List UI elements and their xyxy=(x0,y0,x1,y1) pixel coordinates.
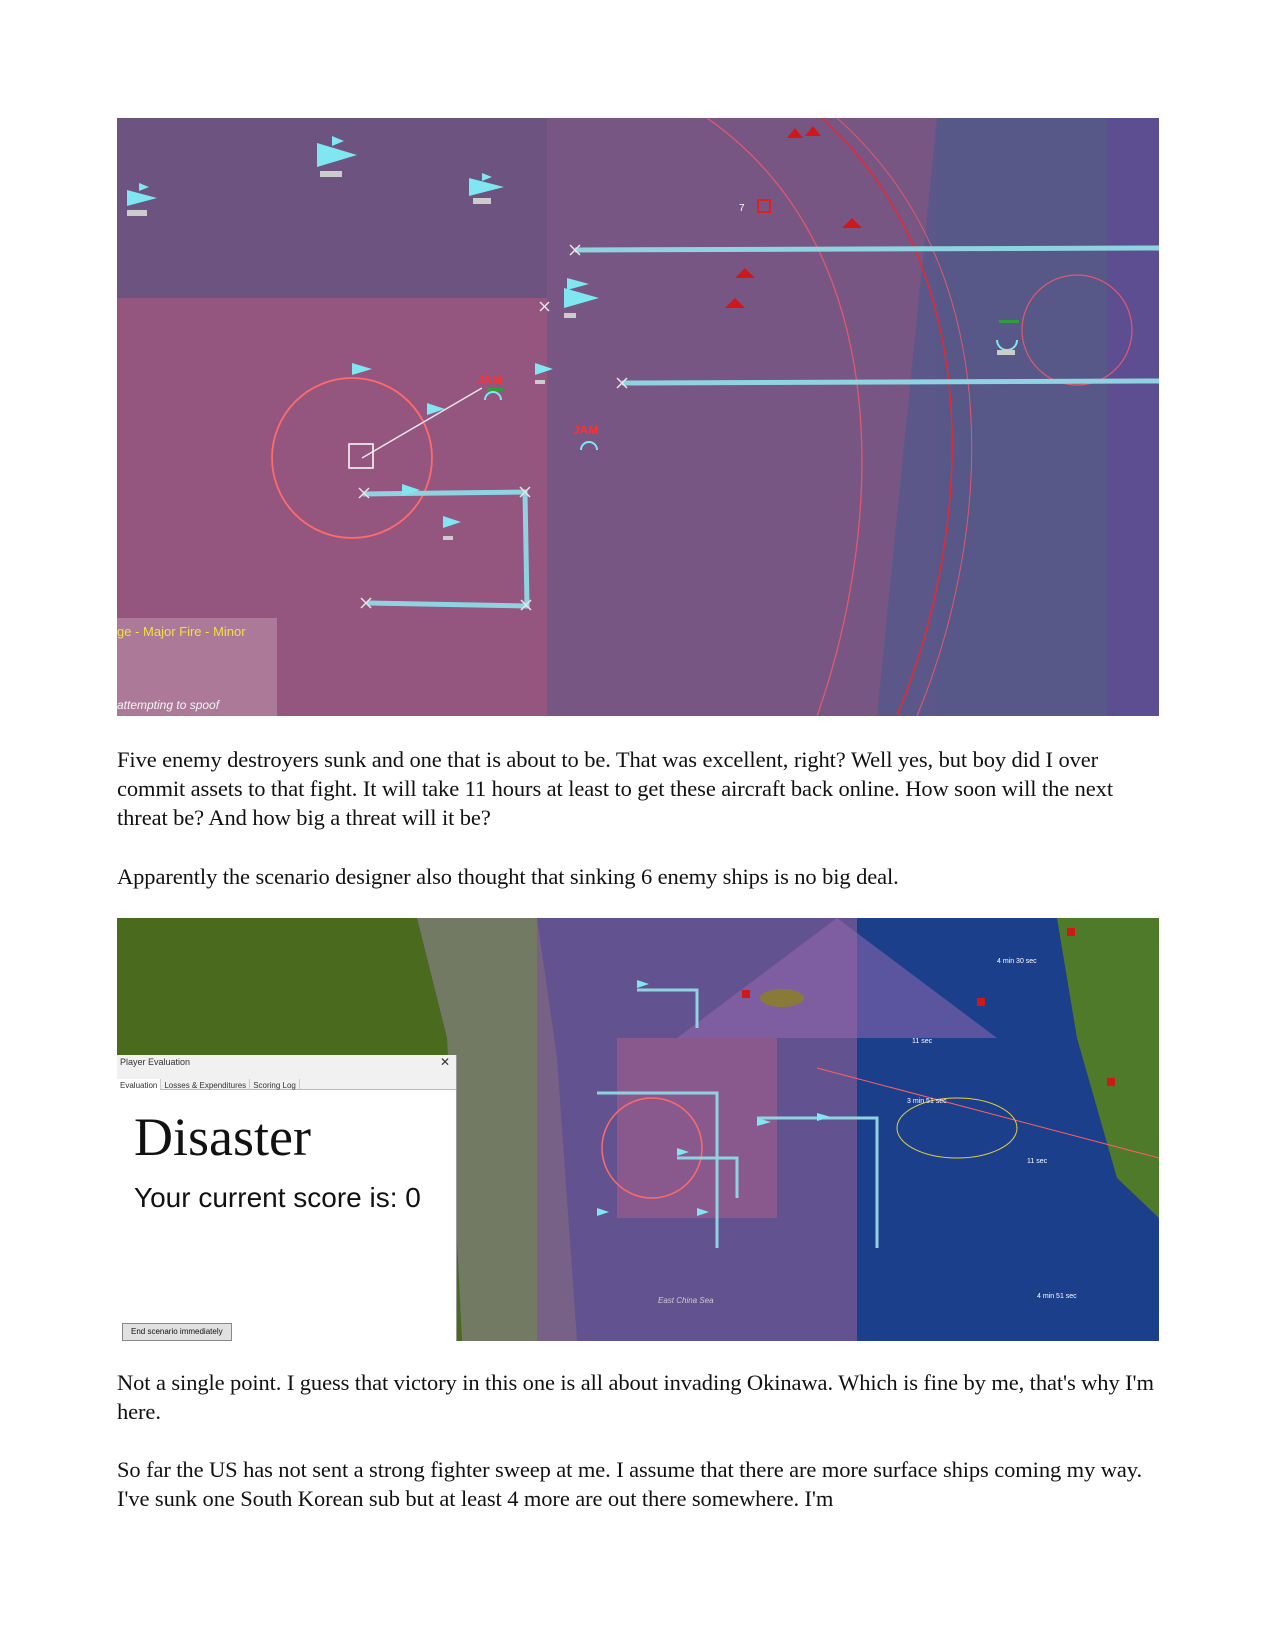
jam-label: JAM xyxy=(477,373,503,387)
small-island xyxy=(760,989,804,1007)
spoof-note: attempting to spoof xyxy=(117,698,220,712)
close-icon[interactable]: ✕ xyxy=(439,1055,450,1069)
status-bar xyxy=(999,320,1019,323)
dialog-body xyxy=(117,1090,456,1341)
status-bar xyxy=(487,388,503,391)
paragraph-4: So far the US has not sent a strong fighter sweep at me. I assume that there are more surface ships coming my way. I've sunk one South Korean sub but at least 4 more are out there somewhere. I'm xyxy=(117,1457,1142,1511)
timer-label: 4 min 51 sec xyxy=(1037,1293,1077,1300)
right-edge-zone xyxy=(1107,118,1159,716)
tab-evaluation[interactable]: Evaluation xyxy=(117,1079,161,1092)
player-evaluation-dialog xyxy=(117,1055,457,1341)
timer-label: 4 min 30 sec xyxy=(997,958,1037,965)
contact-number: 7 xyxy=(739,203,745,214)
evaluation-screenshot xyxy=(117,918,1159,1341)
current-score: Your current score is: 0 xyxy=(134,1182,421,1213)
paragraph-3: Not a single point. I guess that victory in this one is all about invading Okinawa. Which is fine by me, that's why I'm here. xyxy=(117,1370,1154,1424)
paragraph-2: Apparently the scenario designer also thought that sinking 6 enemy ships is no big deal. xyxy=(117,864,899,889)
timer-label: 11 sec xyxy=(1027,1158,1048,1165)
damage-legend: ge - Major Fire - Minor xyxy=(117,624,246,639)
route-line-1 xyxy=(575,248,1159,250)
end-scenario-button[interactable]: End scenario immediately xyxy=(122,1323,232,1341)
jam-label: JAM xyxy=(573,423,599,437)
evaluation-result: Disaster xyxy=(134,1107,311,1167)
timer-label: 3 min 51 sec xyxy=(907,1098,947,1105)
dialog-tabs xyxy=(117,1075,456,1090)
sea-label: East China Sea xyxy=(658,1296,714,1305)
timer-label: 11 sec xyxy=(912,1038,933,1045)
dialog-title: Player Evaluation xyxy=(120,1057,191,1067)
route-line-2 xyxy=(622,381,1159,383)
tab-losses-expenditures[interactable]: Losses & Expenditures xyxy=(161,1079,250,1092)
tab-scoring-log[interactable]: Scoring Log xyxy=(250,1079,300,1092)
tactical-map xyxy=(117,118,1159,716)
paragraph-1: Five enemy destroyers sunk and one that is about to be. That was excellent, right? Well yes, but boy did I over commit assets to that fight. It will take 11 hours at least to get these aircraft back online. How soon will the next threat be? And how big a threat will it be? xyxy=(117,747,1113,830)
tactical-map-screenshot xyxy=(117,118,1159,716)
unit-label-bar xyxy=(997,350,1015,355)
pink-zone xyxy=(617,1038,777,1218)
